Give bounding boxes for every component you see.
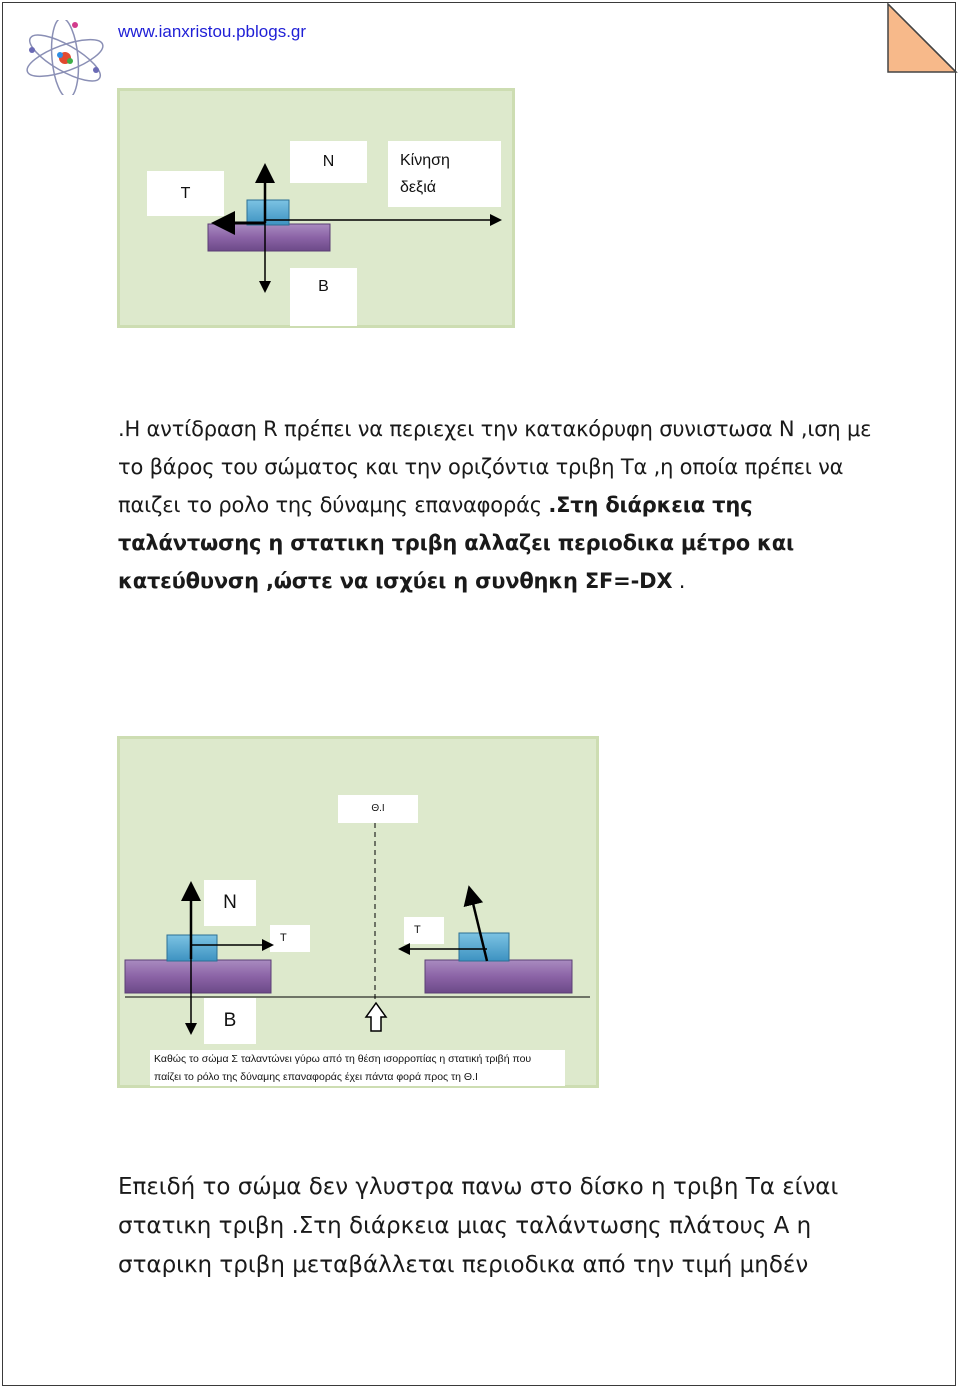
left-disk-icon: [125, 960, 271, 993]
label-equilibrium: Θ.Ι: [338, 795, 418, 823]
figure2-caption: Καθώς το σώμα Σ ταλαντώνει γύρω από τη θέση ισορροπίας η στατική τριβή που παίζει το ρόλο της δύναμης επαναφοράς έχει πάντα φορά προς τη Θ.Ι: [150, 1050, 565, 1086]
label-motion-line1: Κίνηση: [400, 152, 450, 169]
paragraph1-normal: .Η αντίδραση R πρέπει να περιεχει την κατακόρυφη συνιστωσα Ν ,ιση με το βάρος του σώματος και την οριζόντια τριβη Τα ,η οποία πρέπει να παιζει το ρολο της δύναμης επαναφοράς: [118, 417, 872, 517]
label-friction-t-left: Τ: [270, 925, 310, 952]
label-weight-b2: Β: [204, 998, 256, 1044]
label-normal-n: Ν: [290, 141, 367, 183]
paragraph-reaction-force: [118, 410, 878, 600]
atom-logo-icon: [20, 20, 110, 95]
figure2-drawing: [120, 739, 596, 1085]
paragraph-static-friction: Επειδή το σώμα δεν γλυστρα πανω στο δίσκο η τριβη Τα είναι στατικη τριβη .Στη διάρκεια μιας ταλάντωσης πλάτους Α η σταρικη τριβη μεταβάλλεται περιοδικα από την τιμή μηδέν: [118, 1174, 839, 1278]
label-weight-b: Β: [290, 268, 357, 326]
paragraph1-end: .: [672, 569, 686, 593]
figure-static-friction: [117, 88, 515, 328]
figure1-drawing: [120, 91, 512, 325]
label-normal-n2: Ν: [204, 880, 256, 926]
disk-icon: [208, 224, 330, 251]
paragraph1-bold: .Στη διάρκεια της ταλάντωσης η στατικη τριβη αλλαζει περιοδικα μέτρο και κατεύθυνση ,ώστε να ισχύει η συνθηκη ΣF=-DX: [118, 493, 794, 593]
header-url[interactable]: www.ianxristou.pblogs.gr: [118, 22, 307, 41]
label-friction-t-right: Τ: [404, 917, 444, 944]
block-icon: [247, 200, 289, 225]
figure-oscillation: [117, 736, 599, 1088]
label-motion-line2: δεξιά: [400, 179, 437, 196]
hollow-up-arrow-icon: [366, 1003, 386, 1031]
label-friction-t: Τ: [147, 171, 224, 216]
right-disk-icon: [425, 960, 572, 993]
folded-corner-icon: [886, 2, 958, 74]
